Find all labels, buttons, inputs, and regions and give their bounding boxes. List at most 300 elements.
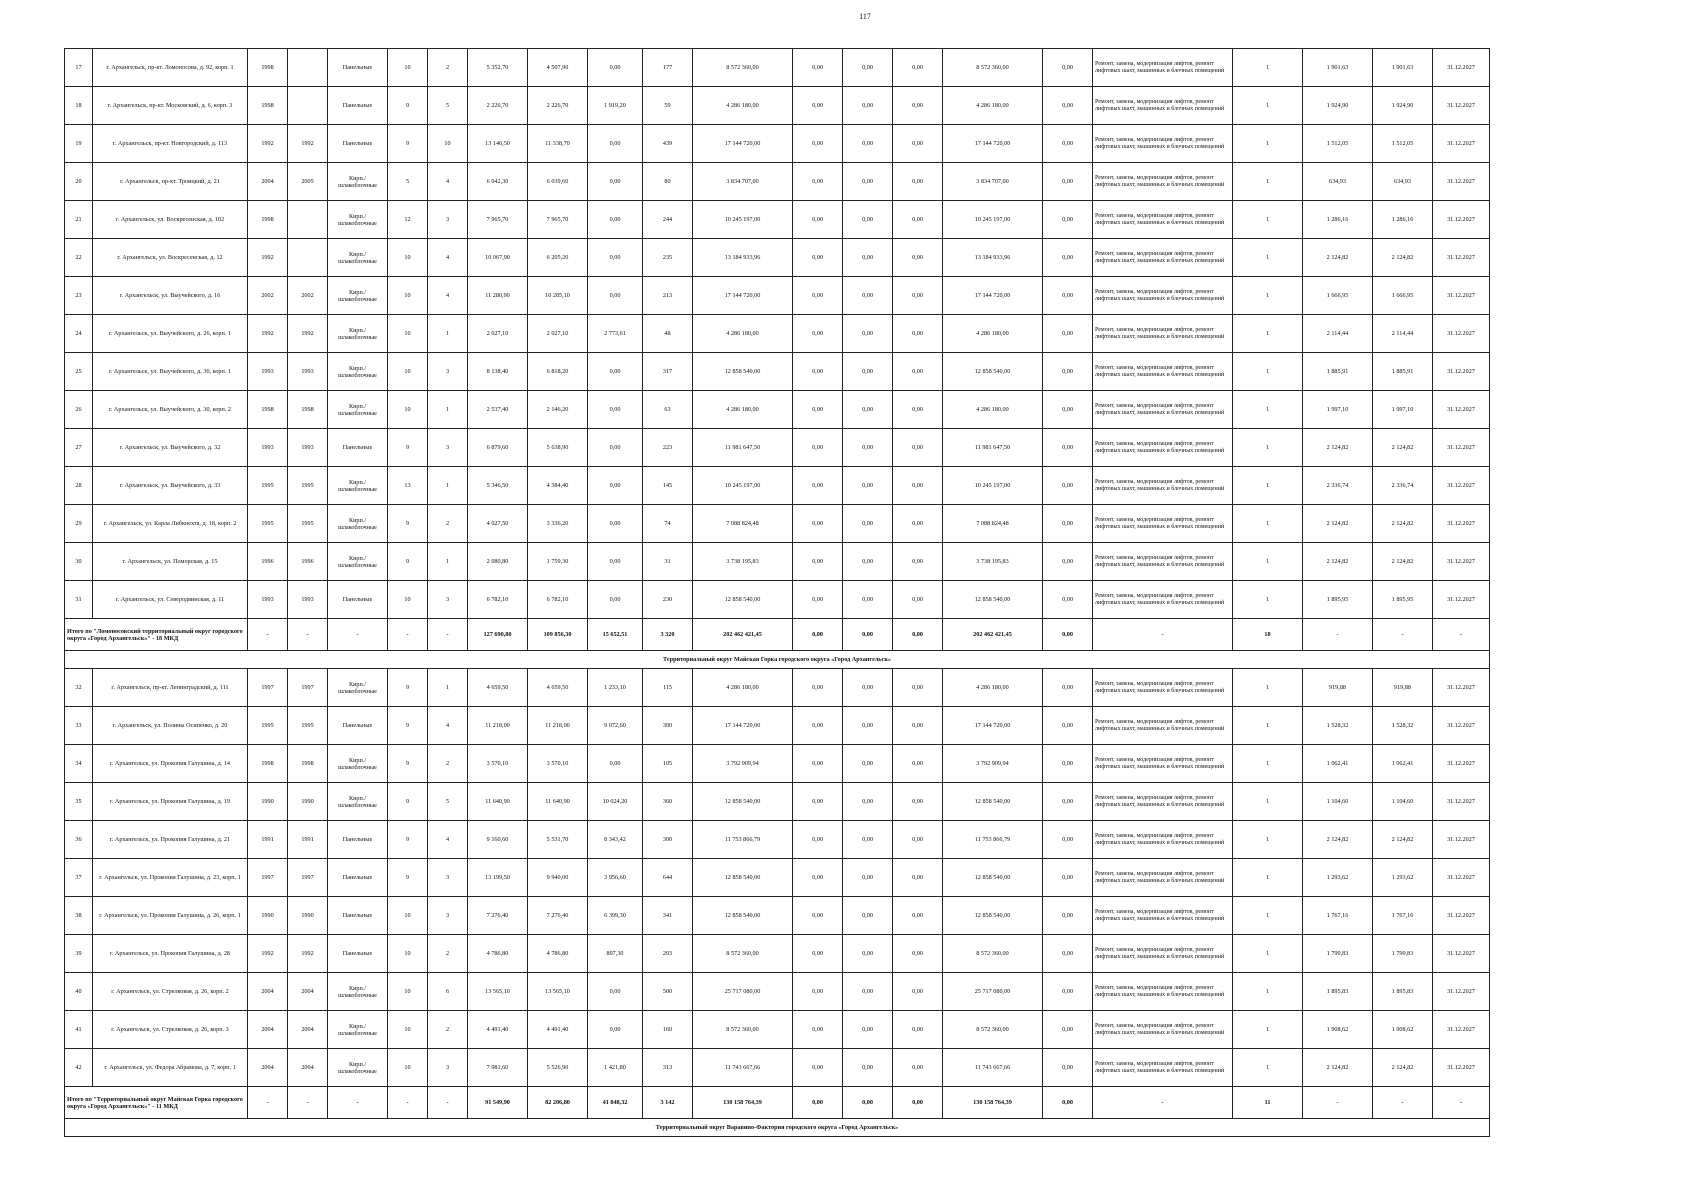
cell-sum: 8 572 360,00: [693, 49, 793, 87]
cell-sum2: 8 572 360,00: [943, 49, 1043, 87]
cell-mat: Панельные: [328, 707, 388, 745]
cell-k: 1: [1233, 163, 1303, 201]
cell-a3: 0,00: [588, 277, 643, 315]
cell-z3: 0,00: [893, 125, 943, 163]
cell-ppl: 74: [643, 505, 693, 543]
cell-a1: 7 981,60: [468, 1049, 528, 1087]
cell-a2: 11 338,70: [528, 125, 588, 163]
cell-sum2: 12 858 540,00: [943, 897, 1043, 935]
cell-a1: 6 042,30: [468, 163, 528, 201]
cell-c1: 1 286,16: [1303, 201, 1373, 239]
cell-y1: 1995: [248, 707, 288, 745]
cell-y1: 2002: [248, 277, 288, 315]
cell-y2: 1993: [288, 353, 328, 391]
cell-c1: 1 924,90: [1303, 87, 1373, 125]
total-sum2: 202 462 421,45: [943, 619, 1043, 651]
cell-z3: 0,00: [893, 581, 943, 619]
cell-c2: 1 895,95: [1373, 581, 1433, 619]
cell-fl: 10: [388, 49, 428, 87]
cell-sum: 17 144 720,00: [693, 277, 793, 315]
cell-addr: г. Архангельск, ул. Стрелковая, д. 26, корп. 2: [93, 973, 248, 1011]
cell-mat: Панельные: [328, 429, 388, 467]
cell-c2: 2 124,82: [1373, 505, 1433, 543]
cell-ent: 4: [428, 277, 468, 315]
cell-ent: 1: [428, 391, 468, 429]
cell-z2: 0,00: [843, 707, 893, 745]
cell-z4: 0,00: [1043, 581, 1093, 619]
cell-a3: 9 072,60: [588, 707, 643, 745]
cell-z2: 0,00: [843, 391, 893, 429]
cell-c2: 1 528,32: [1373, 707, 1433, 745]
cell-a2: 2 027,10: [528, 315, 588, 353]
cell-mat: Кирп./ шлакоблочные: [328, 745, 388, 783]
cell-a3: 2 773,61: [588, 315, 643, 353]
table-row: [65, 429, 1490, 467]
cell-k: 1: [1233, 707, 1303, 745]
cell-z3: 0,00: [893, 201, 943, 239]
cell-n: 17: [65, 49, 93, 87]
total-label: Итого по "Ломоносовский территориальный округ городского округа «Город Архангельск»" - 18 МКД: [65, 619, 248, 651]
cell-y2: 1996: [288, 543, 328, 581]
cell-n: 21: [65, 201, 93, 239]
table-row: [65, 353, 1490, 391]
cell-sum: 3 738 195,83: [693, 543, 793, 581]
cell-ent: 2: [428, 49, 468, 87]
cell-z3: 0,00: [893, 973, 943, 1011]
work-type-cell: Ремонт, замена, модернизация лифтов, ремонт лифтовых шахт, машинных и блочных помещений: [1093, 163, 1233, 201]
cell-ent: 2: [428, 505, 468, 543]
cell-ppl: 105: [643, 745, 693, 783]
cell-n: 39: [65, 935, 93, 973]
cell-ent: 6: [428, 973, 468, 1011]
cell-sum: 4 286 180,00: [693, 669, 793, 707]
cell-ent: 3: [428, 581, 468, 619]
cell-a1: 13 565,10: [468, 973, 528, 1011]
cell-z2: 0,00: [843, 1049, 893, 1087]
cell-ent: 3: [428, 859, 468, 897]
cell-a1: 11 280,90: [468, 277, 528, 315]
cell-z1: 0,00: [793, 745, 843, 783]
cell-c2: 919,88: [1373, 669, 1433, 707]
cell-a2: 2 226,70: [528, 87, 588, 125]
cell-y1: 1992: [248, 239, 288, 277]
cell-a3: 8 343,42: [588, 821, 643, 859]
cell-a2: 7 276,40: [528, 897, 588, 935]
cell-z2: 0,00: [843, 49, 893, 87]
cell-sum: 4 286 180,00: [693, 315, 793, 353]
work-type-cell: Ремонт, замена, модернизация лифтов, ремонт лифтовых шахт, машинных и блочных помещений: [1093, 935, 1233, 973]
cell-z2: 0,00: [843, 277, 893, 315]
cell-fl: 10: [388, 1011, 428, 1049]
cell-z4: 0,00: [1043, 543, 1093, 581]
cell-n: 42: [65, 1049, 93, 1087]
cell-z3: 0,00: [893, 429, 943, 467]
cell-z1: 0,00: [793, 821, 843, 859]
cell-n: 32: [65, 669, 93, 707]
cell-fl: 9: [388, 783, 428, 821]
cell-c2: 1 885,91: [1373, 353, 1433, 391]
work-type-cell: Ремонт, замена, модернизация лифтов, ремонт лифтовых шахт, машинных и блочных помещений: [1093, 897, 1233, 935]
cell-ent: 3: [428, 429, 468, 467]
cell-n: 34: [65, 745, 93, 783]
cell-date: 31.12.2027: [1433, 581, 1490, 619]
cell-c2: 1 104,60: [1373, 783, 1433, 821]
cell-fl: 9: [388, 669, 428, 707]
cell-ent: 5: [428, 783, 468, 821]
cell-a2: 3 336,20: [528, 505, 588, 543]
cell-a3: 0,00: [588, 353, 643, 391]
cell-y2: 1997: [288, 669, 328, 707]
cell-z2: 0,00: [843, 429, 893, 467]
cell-sum: 3 792 909,94: [693, 745, 793, 783]
cell-c1: 1 528,32: [1303, 707, 1373, 745]
cell-n: 25: [65, 353, 93, 391]
table-row: [65, 821, 1490, 859]
cell-a2: 11 640,90: [528, 783, 588, 821]
cell-ppl: 145: [643, 467, 693, 505]
total-a2: 82 206,80: [528, 1087, 588, 1119]
cell-k: 1: [1233, 239, 1303, 277]
cell-date: 31.12.2027: [1433, 125, 1490, 163]
cell-mat: Панельные: [328, 897, 388, 935]
table-row: [65, 935, 1490, 973]
cell-addr: г. Архангельск, ул. Стрелковая, д. 26, корп. 3: [93, 1011, 248, 1049]
total-dash: -: [288, 1087, 328, 1119]
cell-z4: 0,00: [1043, 163, 1093, 201]
cell-z1: 0,00: [793, 973, 843, 1011]
cell-ppl: 439: [643, 125, 693, 163]
cell-k: 1: [1233, 543, 1303, 581]
section-header-row: [65, 651, 1490, 669]
cell-date: 31.12.2027: [1433, 49, 1490, 87]
total-z3: 0,00: [893, 1087, 943, 1119]
table-row: [65, 315, 1490, 353]
cell-z3: 0,00: [893, 505, 943, 543]
cell-addr: г. Архангельск, ул. Полины Осипенко, д. 20: [93, 707, 248, 745]
cell-c2: 1 901,63: [1373, 49, 1433, 87]
cell-c2: 2 124,82: [1373, 821, 1433, 859]
cell-ent: 4: [428, 239, 468, 277]
table-row: [65, 239, 1490, 277]
cell-ppl: 300: [643, 707, 693, 745]
table-row: [65, 49, 1490, 87]
cell-a1: 2 027,10: [468, 315, 528, 353]
cell-ent: 4: [428, 821, 468, 859]
cell-mat: Кирп./ шлакоблочные: [328, 353, 388, 391]
cell-y2: 1995: [288, 707, 328, 745]
cell-a1: 4 027,50: [468, 505, 528, 543]
cell-n: 36: [65, 821, 93, 859]
cell-z1: 0,00: [793, 125, 843, 163]
work-type-cell: Ремонт, замена, модернизация лифтов, ремонт лифтовых шахт, машинных и блочных помещений: [1093, 467, 1233, 505]
table-row: [65, 505, 1490, 543]
cell-k: 1: [1233, 581, 1303, 619]
cell-z2: 0,00: [843, 239, 893, 277]
cell-date: 31.12.2027: [1433, 505, 1490, 543]
cell-fl: 10: [388, 391, 428, 429]
cell-y2: 2002: [288, 277, 328, 315]
work-type-cell: Ремонт, замена, модернизация лифтов, ремонт лифтовых шахт, машинных и блочных помещений: [1093, 581, 1233, 619]
cell-fl: 10: [388, 897, 428, 935]
cell-fl: 9: [388, 821, 428, 859]
cell-date: 31.12.2027: [1433, 315, 1490, 353]
cell-z2: 0,00: [843, 935, 893, 973]
cell-c1: 2 124,82: [1303, 239, 1373, 277]
cell-z1: 0,00: [793, 543, 843, 581]
cell-z4: 0,00: [1043, 315, 1093, 353]
cell-ppl: 203: [643, 935, 693, 973]
cell-ppl: 244: [643, 201, 693, 239]
cell-y1: 2004: [248, 163, 288, 201]
cell-c1: 919,88: [1303, 669, 1373, 707]
cell-a3: 1 233,10: [588, 669, 643, 707]
cell-fl: 5: [388, 163, 428, 201]
cell-y1: 1995: [248, 467, 288, 505]
table-row: [65, 201, 1490, 239]
cell-mat: Кирп./ шлакоблочные: [328, 201, 388, 239]
cell-z4: 0,00: [1043, 277, 1093, 315]
cell-c2: 2 124,82: [1373, 543, 1433, 581]
cell-date: 31.12.2027: [1433, 973, 1490, 1011]
cell-a3: 3 956,60: [588, 859, 643, 897]
cell-z4: 0,00: [1043, 239, 1093, 277]
cell-y2: 2004: [288, 1011, 328, 1049]
table-row: [65, 87, 1490, 125]
cell-fl: 10: [388, 353, 428, 391]
cell-z3: 0,00: [893, 1011, 943, 1049]
cell-z2: 0,00: [843, 821, 893, 859]
total-dash: -: [328, 1087, 388, 1119]
cell-sum2: 25 717 080,00: [943, 973, 1043, 1011]
table-row: [65, 897, 1490, 935]
cell-sum2: 3 738 195,83: [943, 543, 1043, 581]
cell-z3: 0,00: [893, 353, 943, 391]
cell-addr: г. Архангельск, ул. Прокопия Галушина, д. 14: [93, 745, 248, 783]
cell-ppl: 115: [643, 669, 693, 707]
cell-z1: 0,00: [793, 429, 843, 467]
cell-n: 23: [65, 277, 93, 315]
total-row: [65, 619, 1490, 651]
cell-z3: 0,00: [893, 239, 943, 277]
work-type-cell: Ремонт, замена, модернизация лифтов, ремонт лифтовых шахт, машинных и блочных помещений: [1093, 669, 1233, 707]
cell-k: 1: [1233, 783, 1303, 821]
cell-sum: 12 858 540,00: [693, 581, 793, 619]
cell-z1: 0,00: [793, 353, 843, 391]
cell-n: 38: [65, 897, 93, 935]
work-type-cell: Ремонт, замена, модернизация лифтов, ремонт лифтовых шахт, машинных и блочных помещений: [1093, 859, 1233, 897]
cell-mat: Панельные: [328, 859, 388, 897]
cell-z3: 0,00: [893, 897, 943, 935]
cell-z2: 0,00: [843, 125, 893, 163]
cell-sum2: 11 743 667,66: [943, 1049, 1043, 1087]
cell-k: 1: [1233, 353, 1303, 391]
cell-addr: г. Архангельск, ул. Выучейского, д. 33: [93, 467, 248, 505]
cell-fl: 9: [388, 707, 428, 745]
cell-date: 31.12.2027: [1433, 821, 1490, 859]
cell-ent: 1: [428, 543, 468, 581]
cell-c1: 2 124,82: [1303, 543, 1373, 581]
table-row: [65, 163, 1490, 201]
cell-z1: 0,00: [793, 163, 843, 201]
cell-a1: 5 346,50: [468, 467, 528, 505]
cell-z1: 0,00: [793, 467, 843, 505]
total-dash: -: [248, 1087, 288, 1119]
cell-date: 31.12.2027: [1433, 745, 1490, 783]
cell-ppl: 59: [643, 87, 693, 125]
cell-z1: 0,00: [793, 1011, 843, 1049]
cell-sum: 4 286 180,00: [693, 391, 793, 429]
cell-c2: 2 124,82: [1373, 239, 1433, 277]
table-row: [65, 543, 1490, 581]
cell-ppl: 360: [643, 783, 693, 821]
cell-fl: 9: [388, 125, 428, 163]
cell-y2: [288, 87, 328, 125]
cell-n: 29: [65, 505, 93, 543]
cell-ent: 10: [428, 125, 468, 163]
cell-n: 37: [65, 859, 93, 897]
cell-c1: 2 124,82: [1303, 429, 1373, 467]
cell-a2: 5 526,90: [528, 1049, 588, 1087]
table-row: [65, 125, 1490, 163]
cell-sum: 12 858 540,00: [693, 353, 793, 391]
total-dash: -: [1433, 619, 1490, 651]
housing-program-table: [64, 48, 1490, 1137]
total-sum: 202 462 421,45: [693, 619, 793, 651]
cell-y2: 1991: [288, 821, 328, 859]
cell-y2: 1998: [288, 391, 328, 429]
cell-ppl: 230: [643, 581, 693, 619]
cell-c1: 1 666,95: [1303, 277, 1373, 315]
cell-ppl: 63: [643, 391, 693, 429]
cell-addr: г. Архангельск, ул. Выучейского, д. 26, корп. 1: [93, 315, 248, 353]
cell-n: 41: [65, 1011, 93, 1049]
table-body-lomonosovsky: [65, 49, 1490, 669]
work-type-cell: Ремонт, замена, модернизация лифтов, ремонт лифтовых шахт, машинных и блочных помещений: [1093, 125, 1233, 163]
cell-z3: 0,00: [893, 163, 943, 201]
work-type-cell: Ремонт, замена, модернизация лифтов, ремонт лифтовых шахт, машинных и блочных помещений: [1093, 707, 1233, 745]
cell-y1: 1998: [248, 391, 288, 429]
cell-date: 31.12.2027: [1433, 239, 1490, 277]
cell-z4: 0,00: [1043, 707, 1093, 745]
cell-c2: 1 790,83: [1373, 935, 1433, 973]
cell-z1: 0,00: [793, 1049, 843, 1087]
cell-c1: 1 895,83: [1303, 973, 1373, 1011]
cell-a1: 2 080,80: [468, 543, 528, 581]
cell-mat: Кирп./ шлакоблочные: [328, 163, 388, 201]
work-type-cell: Ремонт, замена, модернизация лифтов, ремонт лифтовых шахт, машинных и блочных помещений: [1093, 239, 1233, 277]
cell-mat: Кирп./ шлакоблочные: [328, 239, 388, 277]
cell-date: 31.12.2027: [1433, 897, 1490, 935]
cell-z1: 0,00: [793, 201, 843, 239]
cell-addr: г. Архангельск, ул. Воскресенская, д. 12: [93, 239, 248, 277]
cell-sum2: 4 286 180,00: [943, 87, 1043, 125]
cell-y1: 1992: [248, 315, 288, 353]
cell-y2: [288, 49, 328, 87]
section-header-row: [65, 1119, 1490, 1137]
cell-z4: 0,00: [1043, 973, 1093, 1011]
cell-y1: 1990: [248, 897, 288, 935]
total-z3: 0,00: [893, 619, 943, 651]
cell-a1: 6 879,60: [468, 429, 528, 467]
cell-addr: г. Архангельск, пр-кт. Ломоносова, д. 92, корп. 1: [93, 49, 248, 87]
page-number: 117: [859, 12, 871, 21]
cell-sum: 11 753 866,79: [693, 821, 793, 859]
cell-a1: 9 160,60: [468, 821, 528, 859]
table-row: [65, 467, 1490, 505]
cell-n: 35: [65, 783, 93, 821]
cell-sum: 17 144 720,00: [693, 707, 793, 745]
cell-k: 1: [1233, 973, 1303, 1011]
cell-z2: 0,00: [843, 897, 893, 935]
cell-date: 31.12.2027: [1433, 277, 1490, 315]
cell-k: 1: [1233, 429, 1303, 467]
cell-z1: 0,00: [793, 49, 843, 87]
cell-sum: 11 743 667,66: [693, 1049, 793, 1087]
table-row: [65, 859, 1490, 897]
cell-sum2: 17 144 720,00: [943, 707, 1043, 745]
cell-c2: 1 293,62: [1373, 859, 1433, 897]
cell-z4: 0,00: [1043, 49, 1093, 87]
cell-a3: 0,00: [588, 429, 643, 467]
cell-date: 31.12.2027: [1433, 391, 1490, 429]
total-dash: -: [388, 619, 428, 651]
cell-n: 19: [65, 125, 93, 163]
cell-z4: 0,00: [1043, 1049, 1093, 1087]
cell-z4: 0,00: [1043, 391, 1093, 429]
cell-ent: 1: [428, 315, 468, 353]
cell-y1: 1992: [248, 125, 288, 163]
cell-addr: г. Архангельск, пр-кт. Новгородский, д. 113: [93, 125, 248, 163]
table-row: [65, 581, 1490, 619]
table-row: [65, 707, 1490, 745]
cell-z4: 0,00: [1043, 505, 1093, 543]
table-row: [65, 391, 1490, 429]
cell-a2: 13 565,10: [528, 973, 588, 1011]
cell-n: 30: [65, 543, 93, 581]
cell-ent: 2: [428, 1011, 468, 1049]
cell-a3: 0,00: [588, 505, 643, 543]
cell-k: 1: [1233, 315, 1303, 353]
cell-z2: 0,00: [843, 353, 893, 391]
cell-a1: 10 067,90: [468, 239, 528, 277]
cell-c2: 2 114,44: [1373, 315, 1433, 353]
cell-k: 1: [1233, 467, 1303, 505]
cell-z4: 0,00: [1043, 935, 1093, 973]
cell-fl: 10: [388, 935, 428, 973]
cell-date: 31.12.2027: [1433, 163, 1490, 201]
cell-n: 18: [65, 87, 93, 125]
cell-z2: 0,00: [843, 973, 893, 1011]
cell-a2: 2 146,20: [528, 391, 588, 429]
cell-c1: 1 908,62: [1303, 1011, 1373, 1049]
cell-z3: 0,00: [893, 87, 943, 125]
cell-sum: 12 858 540,00: [693, 783, 793, 821]
cell-z4: 0,00: [1043, 859, 1093, 897]
total-z1: 0,00: [793, 619, 843, 651]
cell-a1: 13 199,50: [468, 859, 528, 897]
cell-fl: 10: [388, 277, 428, 315]
cell-a3: 1 421,80: [588, 1049, 643, 1087]
cell-a3: 897,30: [588, 935, 643, 973]
cell-mat: Кирп./ шлакоблочные: [328, 1011, 388, 1049]
cell-k: 1: [1233, 87, 1303, 125]
cell-z4: 0,00: [1043, 783, 1093, 821]
cell-a3: 0,00: [588, 543, 643, 581]
cell-addr: г. Архангельск, ул. Федора Абрамова, д. 7, корп. 1: [93, 1049, 248, 1087]
cell-a1: 13 146,50: [468, 125, 528, 163]
cell-sum: 17 144 720,00: [693, 125, 793, 163]
cell-z4: 0,00: [1043, 87, 1093, 125]
